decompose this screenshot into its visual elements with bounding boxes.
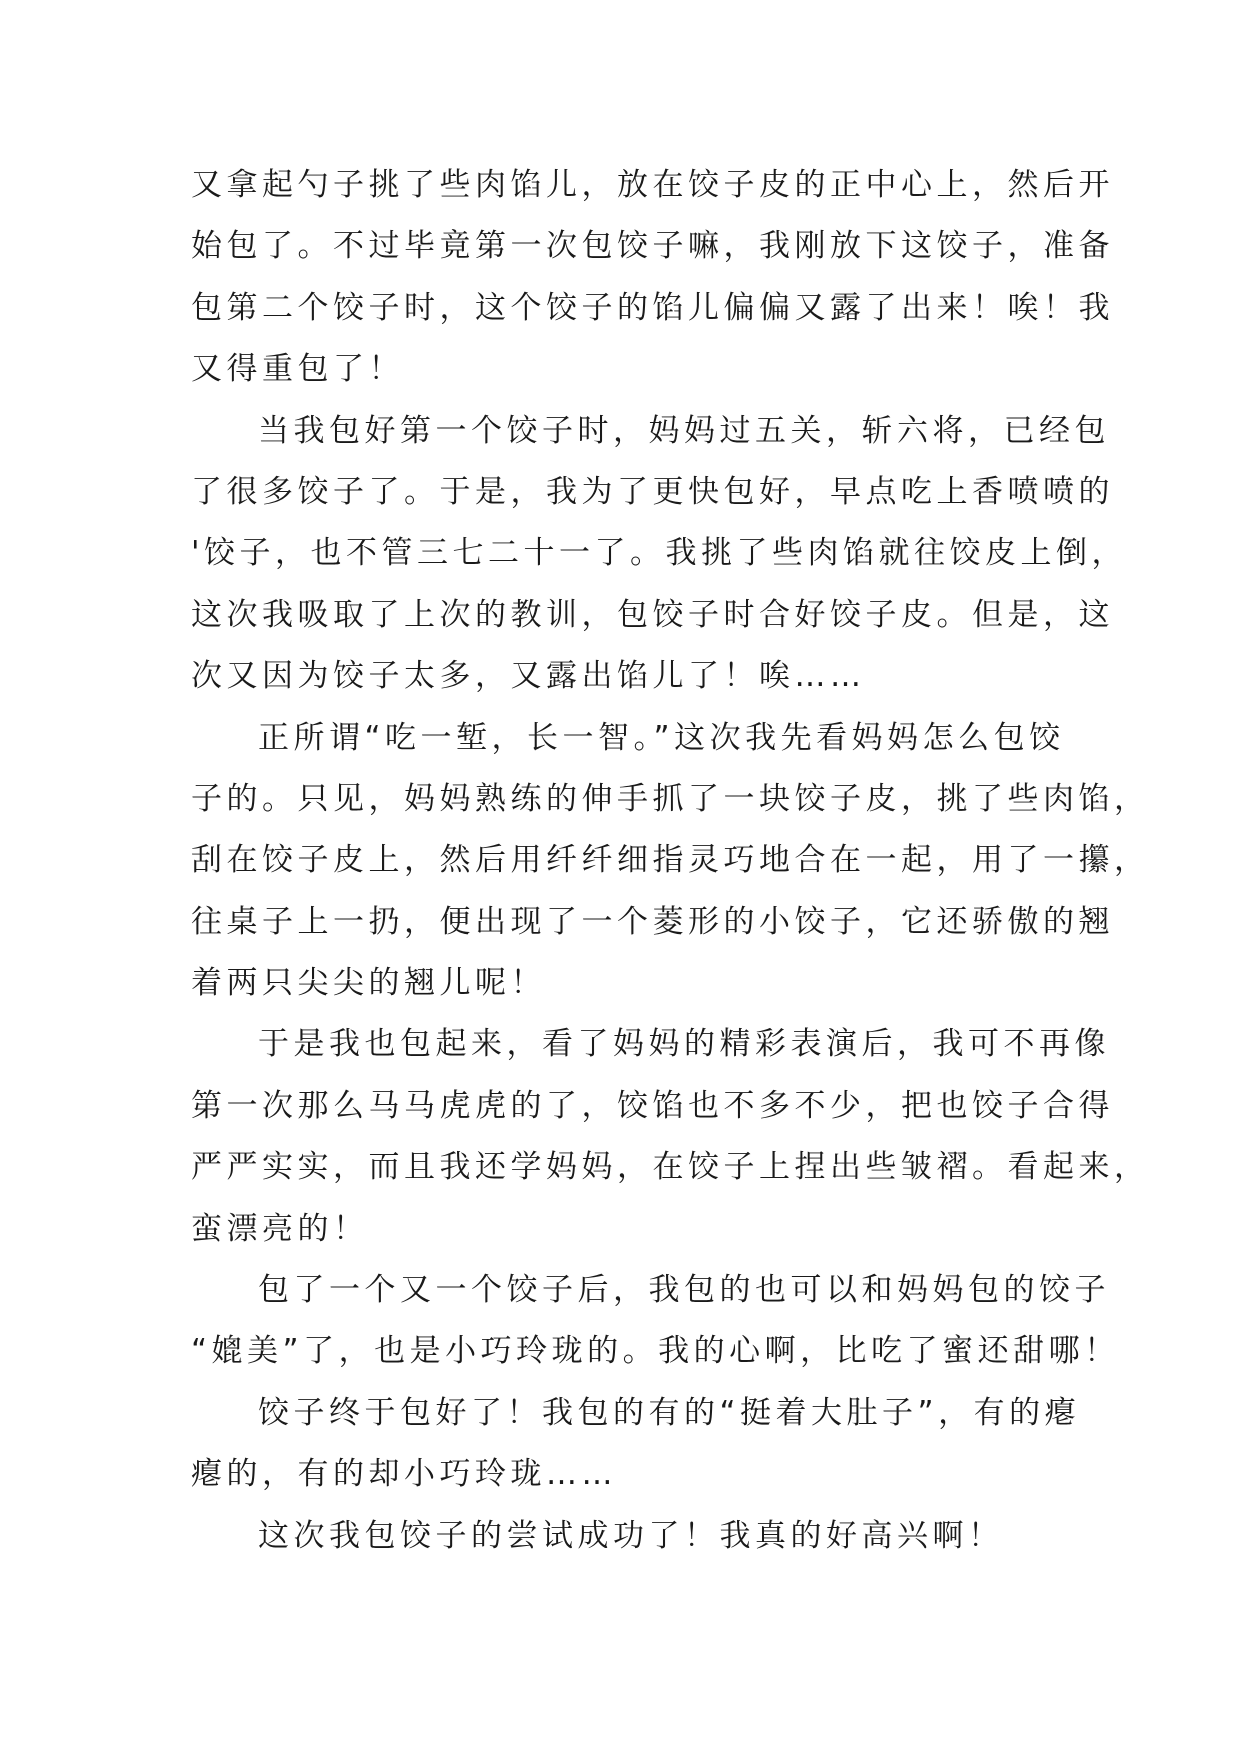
paragraph-first-line: 正所谓“吃一堑，长一智。”这次我先看妈妈怎么包饺 — [258, 719, 1065, 756]
text-line: 了很多饺子了。于是，我为了更快包好，早点吃上香喷喷的 — [191, 473, 1114, 510]
essay-body — [191, 155, 1150, 1567]
text-line: 第一次那么马马虎虎的了，饺馅也不多不少，把也饺子合得 — [191, 1087, 1114, 1124]
paragraph-first-line: 这次我包饺子的尝试成功了！我真的好高兴啊！ — [258, 1517, 1004, 1554]
text-line: 又得重包了！ — [191, 351, 404, 388]
paragraph-first-line: 当我包好第一个饺子时，妈妈过五关，斩六将，已经包 — [258, 412, 1110, 449]
text-line: 始包了。不过毕竟第一次包饺子嘛，我刚放下这饺子，准备 — [191, 228, 1114, 265]
paragraph-first-line: 饺子终于包好了！我包的有的“挺着大肚子”，有的瘪 — [258, 1394, 1081, 1431]
text-line: 刮在饺子皮上，然后用纤纤细指灵巧地合在一起，用了一攥， — [191, 842, 1150, 879]
text-line: “媲美”了，也是小巧玲珑的。我的心啊，比吃了蜜还甜哪！ — [191, 1333, 1120, 1370]
text-line: 严严实实，而且我还学妈妈，在饺子上捏出些皱褶。看起来， — [191, 1149, 1150, 1186]
paragraph-first-line: 于是我也包起来，看了妈妈的精彩表演后，我可不再像 — [258, 1026, 1110, 1063]
text-line: 又拿起勺子挑了些肉馅儿，放在饺子皮的正中心上，然后开 — [191, 167, 1114, 203]
text-line: 蛮漂亮的！ — [191, 1210, 369, 1247]
text-line: 子的。只见，妈妈熟练的伸手抓了一块饺子皮，挑了些肉馅， — [191, 780, 1150, 817]
text-line: 着两只尖尖的翘儿呢！ — [191, 965, 546, 1002]
text-line: 包第二个饺子时，这个饺子的馅儿偏偏又露了出来！唉！我 — [191, 289, 1114, 326]
text-line: 瘪的，有的却小巧玲珑…… — [191, 1456, 617, 1493]
text-line: 这次我吸取了上次的教训，包饺子时合好饺子皮。但是，这 — [191, 596, 1114, 633]
paragraph-first-line: 包了一个又一个饺子后，我包的也可以和妈妈包的饺子 — [258, 1272, 1110, 1309]
text-line: 往桌子上一扔，便出现了一个菱形的小饺子，它还骄傲的翘 — [191, 903, 1114, 940]
text-line: '饺子，也不管三七二十一了。我挑了些肉馅就往饺皮上倒， — [191, 535, 1128, 572]
text-line: 次又因为饺子太多，又露出馅儿了！唉…… — [191, 658, 866, 695]
